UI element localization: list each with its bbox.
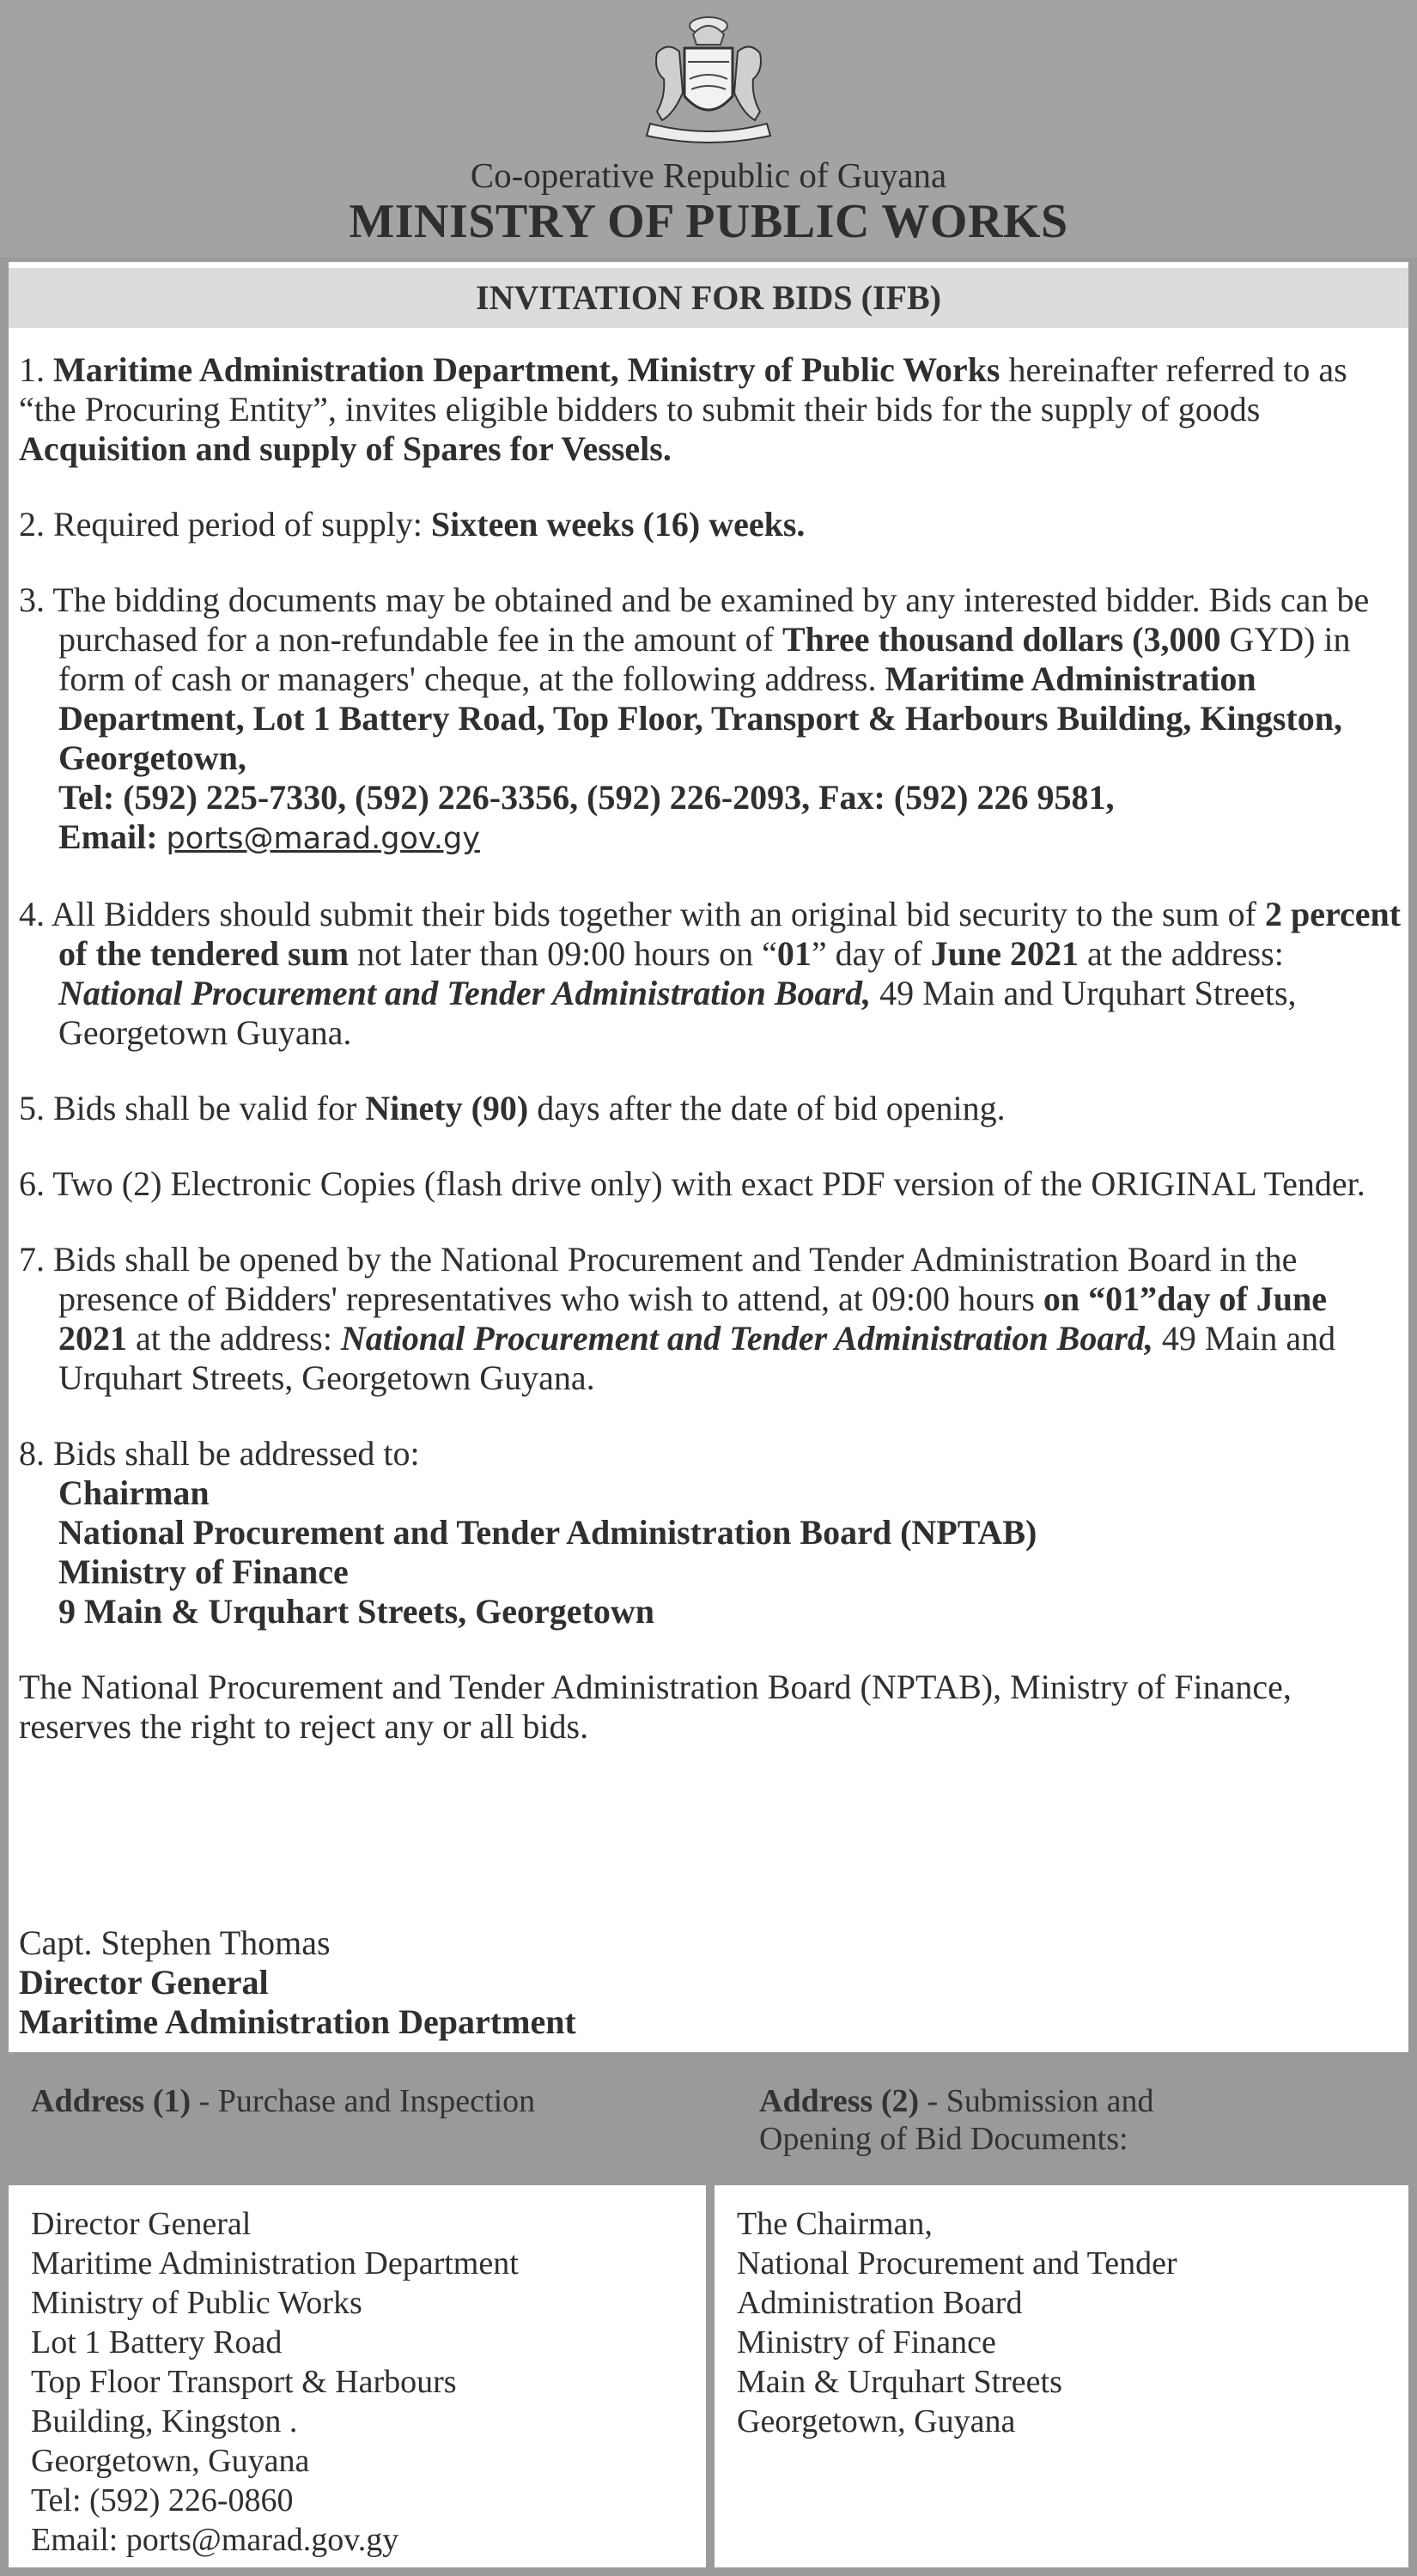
address-line: National Procurement and Tender (737, 2245, 1177, 2281)
notice-body (19, 350, 1402, 1783)
address-line: Chairman (58, 1473, 210, 1512)
email-link[interactable]: ports@marad.gov.gy (166, 822, 480, 856)
address-line: Administration Board (737, 2285, 1023, 2321)
bid-recipient-address (19, 1473, 1402, 1631)
address-line: Ministry of Finance (737, 2324, 996, 2360)
address-1-heading: Address (1) - Purchase and Inspection (31, 2083, 536, 2119)
address-2-box (715, 2185, 1408, 2567)
address-2-heading: Address (2) - Submission and Opening of Bid Documents: (759, 2083, 1154, 2157)
signatory-name: Capt. Stephen Thomas (19, 1923, 331, 1962)
signature-block (19, 1923, 576, 2042)
paragraph-7: 7. Bids shall be opened by the National Procurement and Tender Administration Board in the presence of Bidders' representatives who wish to attend, at 09:00 hours on “01”day of June 2021 at the address: National Procurement and Tender Administration Board, 49 Main and Urquhart Streets, Georgetown Guyana. (19, 1240, 1336, 1397)
address-line: Ministry of Public Works (31, 2285, 362, 2321)
address-line: Top Floor Transport & Harbours (31, 2364, 457, 2400)
paragraph-2: 2. Required period of supply: Sixteen weeks (16) weeks. (19, 505, 806, 544)
paragraph-6: 6. Two (2) Electronic Copies (flash drive only) with exact PDF version of the ORIGINAL Tender. (19, 1164, 1365, 1203)
address-line: Lot 1 Battery Road (31, 2324, 283, 2360)
signatory-department: Maritime Administration Department (19, 2002, 576, 2041)
header-band (0, 0, 1417, 258)
address-line: The Chairman, (737, 2206, 933, 2242)
address-line: Maritime Administration Department (31, 2245, 519, 2281)
republic-name: Co-operative Republic of Guyana (470, 155, 947, 195)
paragraph-4: 4. All Bidders should submit their bids together with an original bid security to the sum of 2 percent of the tendered sum not later than 09:00 hours on “01” day of June 2021 at the address: National Procurement and Tender Administration Board, 49 Main and Urquhart Streets, Georgetown Guyana. (19, 895, 1402, 1052)
address-line: Main & Urquhart Streets (737, 2364, 1062, 2400)
ministry-name: MINISTRY OF PUBLIC WORKS (349, 195, 1068, 248)
address-line: Tel: (592) 226-0860 (31, 2482, 294, 2518)
page-title: INVITATION FOR BIDS (IFB) (9, 268, 1408, 328)
paragraph-5: 5. Bids shall be valid for Ninety (90) days after the date of bid opening. (19, 1089, 1006, 1127)
address-line: Email: ports@marad.gov.gy (31, 2522, 399, 2558)
address-line: Georgetown, Guyana (737, 2403, 1016, 2439)
address-line: Ministry of Finance (58, 1552, 349, 1591)
reservation-statement: The National Procurement and Tender Administration Board (NPTAB), Ministry of Finance, reserves the right to reject any or all bids. (19, 1668, 1292, 1746)
address-1-box (9, 2185, 706, 2567)
address-line: Director General (31, 2206, 252, 2242)
address-line: Building, Kingston . (31, 2403, 298, 2439)
address-line: 9 Main & Urquhart Streets, Georgetown (58, 1592, 654, 1631)
address-line: National Procurement and Tender Administration Board (NPTAB) (58, 1513, 1037, 1552)
address-line: Georgetown, Guyana (31, 2443, 310, 2479)
paragraph-3: 3. The bidding documents may be obtained and be examined by any interested bidder. Bids can be purchased for a non-refundable fee in the amount of Three thousand dollars (3,000 GYD) in form of cash or managers' cheque, at the following address. Maritime Administration Department, Lot 1 Battery Road, Top Floor, Transport & Harbours Building, Kingston, Georgetown, Tel: (592) 225-7330, (592) 226-3356, (592) 226-2093, Fax: (592) 226 9581, Email: ports@marad.gov.gy (19, 580, 1370, 856)
guyana-coat-of-arms-icon (631, 10, 786, 148)
signatory-title: Director General (19, 1963, 269, 2002)
paragraph-1: 1. Maritime Administration Department, Ministry of Public Works hereinafter referred to as “the Procuring Entity”, invites eligible bidders to submit their bids for the supply of goods Acquisition and supply of Spares for Vessels. (19, 350, 1347, 468)
paragraph-8: 8. Bids shall be addressed to: Chairman National Procurement and Tender Administration Board (NPTAB) Ministry of Finance 9 Main & Urquhart Streets, Georgetown (19, 1434, 1402, 1631)
